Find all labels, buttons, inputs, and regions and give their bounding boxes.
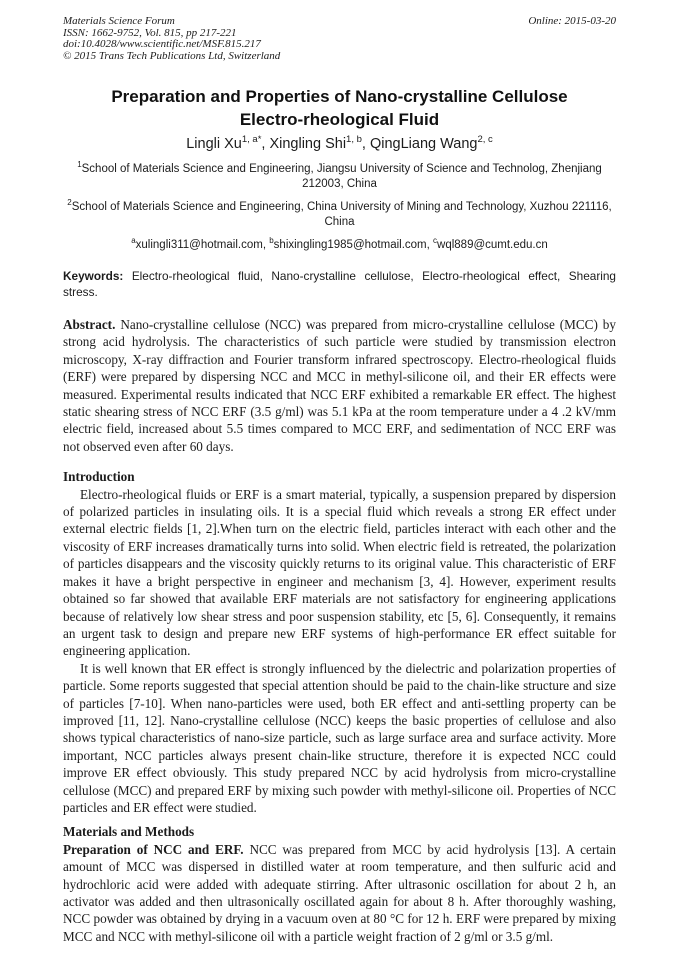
author-sup-3: 2, c bbox=[477, 134, 493, 146]
preparation-paragraph bbox=[63, 841, 616, 945]
preparation-subheading: Preparation of NCC and ERF. bbox=[63, 841, 244, 857]
affiliation-1 bbox=[63, 162, 616, 192]
keywords-label: Keywords: bbox=[63, 269, 124, 283]
author-sup-2: 1, b bbox=[346, 134, 362, 146]
copyright-line: © 2015 Trans Tech Publications Ltd, Switzerland bbox=[63, 49, 281, 62]
affiliation-1-sup: 1 bbox=[77, 160, 82, 170]
abstract-text: Nano-crystalline cellulose (NCC) was prepared from micro-crystalline cellulose (MCC) by strong acid hydrolysis. The characteristics of such particle were studied by transmission electron microscopy, X-ray diffraction and Fourier transform infrared spectroscopy. Electro-rheological fluids (ERF) were prepared by dispersing NCC and MCC in methyl-silicone oil, and their ER effects were measured. Experimental results indicated that NCC ERF exhibited a remarkable ER effect. The highest static shearing stress of NCC ERF (3.5 g/ml) was 5.1 kPa at the room temperature under a 4 .2 kV/mm electric field, increased about 5.5 times compared to MCC ERF, and sedimentation of NCC ERF was not observed even after 60 days. bbox=[63, 317, 616, 454]
online-date: Online: 2015-03-20 bbox=[528, 15, 616, 27]
preparation-text: NCC was prepared from MCC by acid hydrolysis [13]. A certain amount of MCC was dispersed in distilled water at room temperature, and then sulfuric acid and hydrochloric acid were added with adequate stirring. After ultrasonic oscillation for about 2 h, an activator was added and then ultrasonically oscillated again for about 8 h. After thoroughly washing, NCC powder was obtained by drying in a vacuum oven at 80 °C for 12 h. ERF were prepared by mixing MCC and NCC with methyl-silicone oil with a particle weight fraction of 2 g/ml or 3.5 g/ml. bbox=[63, 841, 616, 944]
abstract-block bbox=[63, 316, 616, 455]
emails-line bbox=[63, 238, 616, 253]
email-sup-b: b bbox=[269, 236, 274, 246]
page-content bbox=[63, 0, 616, 945]
email-a: xulingli311@hotmail.com, bbox=[135, 239, 270, 251]
author-sup-1: 1, a* bbox=[241, 134, 262, 146]
publication-header bbox=[63, 0, 616, 62]
author-name-1: Lingli Xu bbox=[186, 136, 242, 152]
email-c: wql889@cumt.edu.cn bbox=[437, 239, 548, 251]
author-sep-1: , bbox=[261, 136, 270, 152]
keywords-block bbox=[63, 268, 616, 300]
affiliation-2-text: School of Materials Science and Engineering, China University of Mining and Technology, Xuzhou 221116, China bbox=[71, 201, 612, 228]
email-b: shixingling1985@hotmail.com, bbox=[273, 239, 434, 251]
email-sup-c: c bbox=[433, 236, 438, 246]
affiliation-1-text: School of Materials Science and Engineering, Jiangsu University of Science and Technolog, Zhenjiang 212003, China bbox=[81, 163, 602, 190]
author-sep-2: , bbox=[361, 136, 370, 152]
author-name-3: QingLiang Wang bbox=[369, 136, 478, 152]
affiliation-2 bbox=[63, 200, 616, 230]
publication-info bbox=[63, 16, 280, 62]
affiliation-2-sup: 2 bbox=[67, 198, 72, 208]
paper-title: Preparation and Properties of Nano-crystalline Cellulose Electro-rheological Fluid bbox=[111, 87, 568, 129]
introduction-paragraph-1: Electro-rheological fluids or ERF is a smart material, typically, a suspension prepared by dispersion of polarized particles in insulating oils. It is a special fluid which reveals a strong ER effect under external electric fields [1, 2].When turn on the electric field, particles interact with each other and the viscosity of ERF increases dramatically turns into solid. When electric field is retreated, the polarization of particles disappears and the viscosity quickly returns to its original value. This characteristic of ERF makes it have a bright perspective in engineer and mechanism [3, 4]. However, experiment results obtained so far showed that available ERF materials are not satisfactory for engineering applications because of relatively low shear stress and poor suspension stability, etc [5, 6]. Consequently, it remains an urgent task to design and prepare new ERF systems of high-performance ER effect suitable for engineering application. bbox=[63, 486, 616, 659]
introduction-paragraph-2: It is well known that ER effect is strongly influenced by the dielectric and polarization properties of particle. Some reports suggested that special attention should be paid to the chain-like structure and size of particles [7-10]. When nano-particles were used, both ER effect and anti-settling property can be improved [11, 12]. Nano-crystalline cellulose (NCC) keeps the basic properties of cellulose and also shows typical characteristics of nano-size particle, such as large surface area and surface activity. More important, NCC particles always present chain-like structure, therefore it is expected NCC could improve ER effect obviously. This study prepared NCC by acid hydrolysis from micro-crystalline cellulose (MCC) and prepared ERF by mixing such powder with methyl-silicone oil. Properties of NCC particles and ER effect were studied. bbox=[63, 660, 616, 815]
author-name-2: Xingling Shi bbox=[269, 136, 347, 152]
keywords-text: Electro-rheological fluid, Nano-crystalline cellulose, Electro-rheological effect, Shearing stress. bbox=[63, 269, 616, 299]
section-heading-materials-methods: Materials and Methods bbox=[63, 824, 195, 840]
email-sup-a: a bbox=[131, 236, 136, 246]
journal-name: Materials Science Forum bbox=[63, 15, 175, 27]
authors-line bbox=[63, 135, 616, 154]
issn-volume-line: ISSN: 1662-9752, Vol. 815, pp 217-221 bbox=[63, 26, 237, 39]
section-heading-introduction: Introduction bbox=[63, 469, 135, 485]
doi-line: doi:10.4028/www.scientific.net/MSF.815.217 bbox=[63, 38, 261, 50]
abstract-label: Abstract. bbox=[63, 317, 116, 332]
